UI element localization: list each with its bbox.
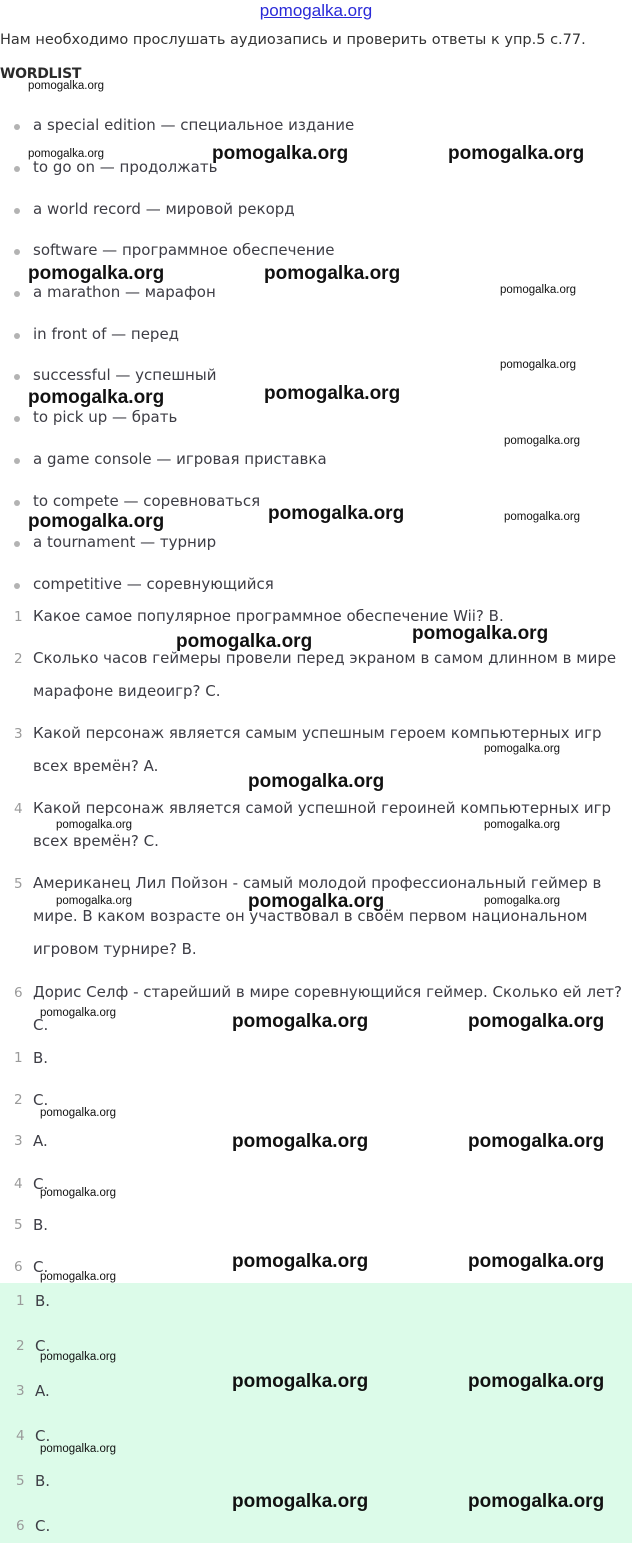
- question-number: 3: [14, 726, 23, 742]
- answer-text: C.: [33, 1175, 49, 1193]
- answer-number: 1: [16, 1293, 25, 1309]
- watermark: pomogalka.org: [500, 359, 577, 371]
- wordlist-item: in front of — перед: [33, 325, 180, 343]
- bullet-icon: [14, 500, 20, 506]
- wordlist-item: to compete — соревноваться: [33, 492, 261, 510]
- answer-text: B.: [35, 1472, 51, 1490]
- bullet-icon: [14, 208, 20, 214]
- watermark: pomogalka.org: [248, 891, 385, 912]
- bullet-icon: [14, 124, 20, 130]
- wordlist-item: successful — успешный: [33, 366, 217, 384]
- watermark: pomogalka.org: [504, 435, 581, 447]
- answer-text: C.: [35, 1517, 51, 1535]
- watermark: pomogalka.org: [28, 511, 165, 532]
- wordlist-item: software — программное обеспечение: [33, 241, 335, 259]
- watermark: pomogalka.org: [484, 819, 561, 831]
- question-text: Какое самое популярное программное обеспечение Wii? B.: [33, 607, 504, 625]
- answer-number: 5: [14, 1217, 23, 1233]
- watermark: pomogalka.org: [28, 80, 105, 92]
- wordlist-item: a special edition — специальное издание: [33, 116, 355, 134]
- answer-text: B.: [33, 1216, 49, 1234]
- answer-text: B.: [35, 1292, 51, 1310]
- watermark: pomogalka.org: [28, 263, 165, 284]
- answer-number: 1: [14, 1050, 23, 1066]
- question-text: Дорис Селф - старейший в мире соревнующийся геймер. Сколько ей лет? C.: [33, 983, 622, 1034]
- bullet-icon: [14, 583, 20, 589]
- wordlist-item: a world record — мировой рекорд: [33, 200, 295, 218]
- wordlist-item: competitive — соревнующийся: [33, 575, 274, 593]
- watermark: pomogalka.org: [232, 1011, 369, 1032]
- answer-text: C.: [33, 1091, 49, 1109]
- question-number: 2: [14, 651, 23, 667]
- question-text: Какой персонаж является самой успешной героиней компьютерных игр всех времён? C.: [33, 799, 612, 850]
- answer-number: 6: [14, 1259, 23, 1275]
- answer-text: B.: [33, 1049, 49, 1067]
- watermark: pomogalka.org: [56, 819, 133, 831]
- wordlist-item: a game console — игровая приставка: [33, 450, 327, 468]
- answer-number: 3: [16, 1383, 25, 1399]
- watermark: pomogalka.org: [264, 263, 401, 284]
- watermark: pomogalka.org: [504, 511, 581, 523]
- question-number: 6: [14, 985, 23, 1001]
- bullet-icon: [14, 374, 20, 380]
- watermark: pomogalka.org: [40, 1007, 117, 1019]
- answer-number: 6: [16, 1518, 25, 1534]
- question-number: 4: [14, 801, 23, 817]
- intro-text: Нам необходимо прослушать аудиозапись и проверить ответы к упр.5 с.77.: [0, 32, 586, 48]
- answer-number: 4: [14, 1176, 23, 1192]
- question-text: Сколько часов геймеры провели перед экраном в самом длинном в мире марафоне видеоигр? C.: [33, 649, 617, 700]
- answer-text: C.: [35, 1427, 51, 1445]
- wordlist-item: to pick up — брать: [33, 408, 178, 426]
- watermark: pomogalka.org: [28, 387, 165, 408]
- bullet-icon: [14, 416, 20, 422]
- wordlist-item: a tournament — турнир: [33, 533, 217, 551]
- watermark: pomogalka.org: [268, 503, 405, 524]
- answer-text: C.: [33, 1258, 49, 1276]
- watermark: pomogalka.org: [468, 1251, 605, 1272]
- watermark: pomogalka.org: [40, 1271, 117, 1283]
- bullet-icon: [14, 166, 20, 172]
- answer-number: 5: [16, 1473, 25, 1489]
- question-text: Американец Лил Пойзон - самый молодой профессиональный геймер в мире. В каком возрасте он участвовал в своём первом национальном игровом турнире? B.: [33, 874, 602, 958]
- wordlist-item: to go on — продолжать: [33, 158, 218, 176]
- watermark: pomogalka.org: [500, 284, 577, 296]
- answer-text: C.: [35, 1337, 51, 1355]
- watermark: pomogalka.org: [248, 771, 385, 792]
- question-number: 1: [14, 609, 23, 625]
- watermark: pomogalka.org: [448, 143, 585, 164]
- watermark: pomogalka.org: [412, 623, 549, 644]
- watermark: pomogalka.org: [264, 383, 401, 404]
- watermark: pomogalka.org: [232, 1251, 369, 1272]
- site-link[interactable]: pomogalka.org: [259, 1, 373, 20]
- watermark: pomogalka.org: [468, 1371, 605, 1392]
- watermark: pomogalka.org: [484, 743, 561, 755]
- watermark: pomogalka.org: [468, 1131, 605, 1152]
- bullet-icon: [14, 291, 20, 297]
- answer-text: A.: [35, 1382, 50, 1400]
- watermark: pomogalka.org: [40, 1107, 117, 1119]
- watermark: pomogalka.org: [40, 1351, 117, 1363]
- answer-number: 4: [16, 1428, 25, 1444]
- watermark: pomogalka.org: [40, 1187, 117, 1199]
- bullet-icon: [14, 333, 20, 339]
- wordlist-item: a marathon — марафон: [33, 283, 216, 301]
- bullet-icon: [14, 249, 20, 255]
- answer-number: 3: [14, 1133, 23, 1149]
- answer-text: A.: [33, 1132, 48, 1150]
- watermark: pomogalka.org: [484, 895, 561, 907]
- watermark: pomogalka.org: [176, 631, 313, 652]
- answer-number: 2: [16, 1338, 25, 1354]
- watermark: pomogalka.org: [232, 1371, 369, 1392]
- watermark: pomogalka.org: [232, 1131, 369, 1152]
- question-number: 5: [14, 876, 23, 892]
- watermark: pomogalka.org: [40, 1443, 117, 1455]
- wordlist-heading: WORDLIST: [0, 66, 82, 82]
- question-text: Какой персонаж является самым успешным героем компьютерных игр всех времён? A.: [33, 724, 602, 775]
- watermark: pomogalka.org: [232, 1491, 369, 1512]
- watermark: pomogalka.org: [468, 1011, 605, 1032]
- watermark: pomogalka.org: [56, 895, 133, 907]
- watermark: pomogalka.org: [468, 1491, 605, 1512]
- bullet-icon: [14, 458, 20, 464]
- watermark: pomogalka.org: [28, 148, 105, 160]
- watermark: pomogalka.org: [212, 143, 349, 164]
- bullet-icon: [14, 541, 20, 547]
- answer-number: 2: [14, 1092, 23, 1108]
